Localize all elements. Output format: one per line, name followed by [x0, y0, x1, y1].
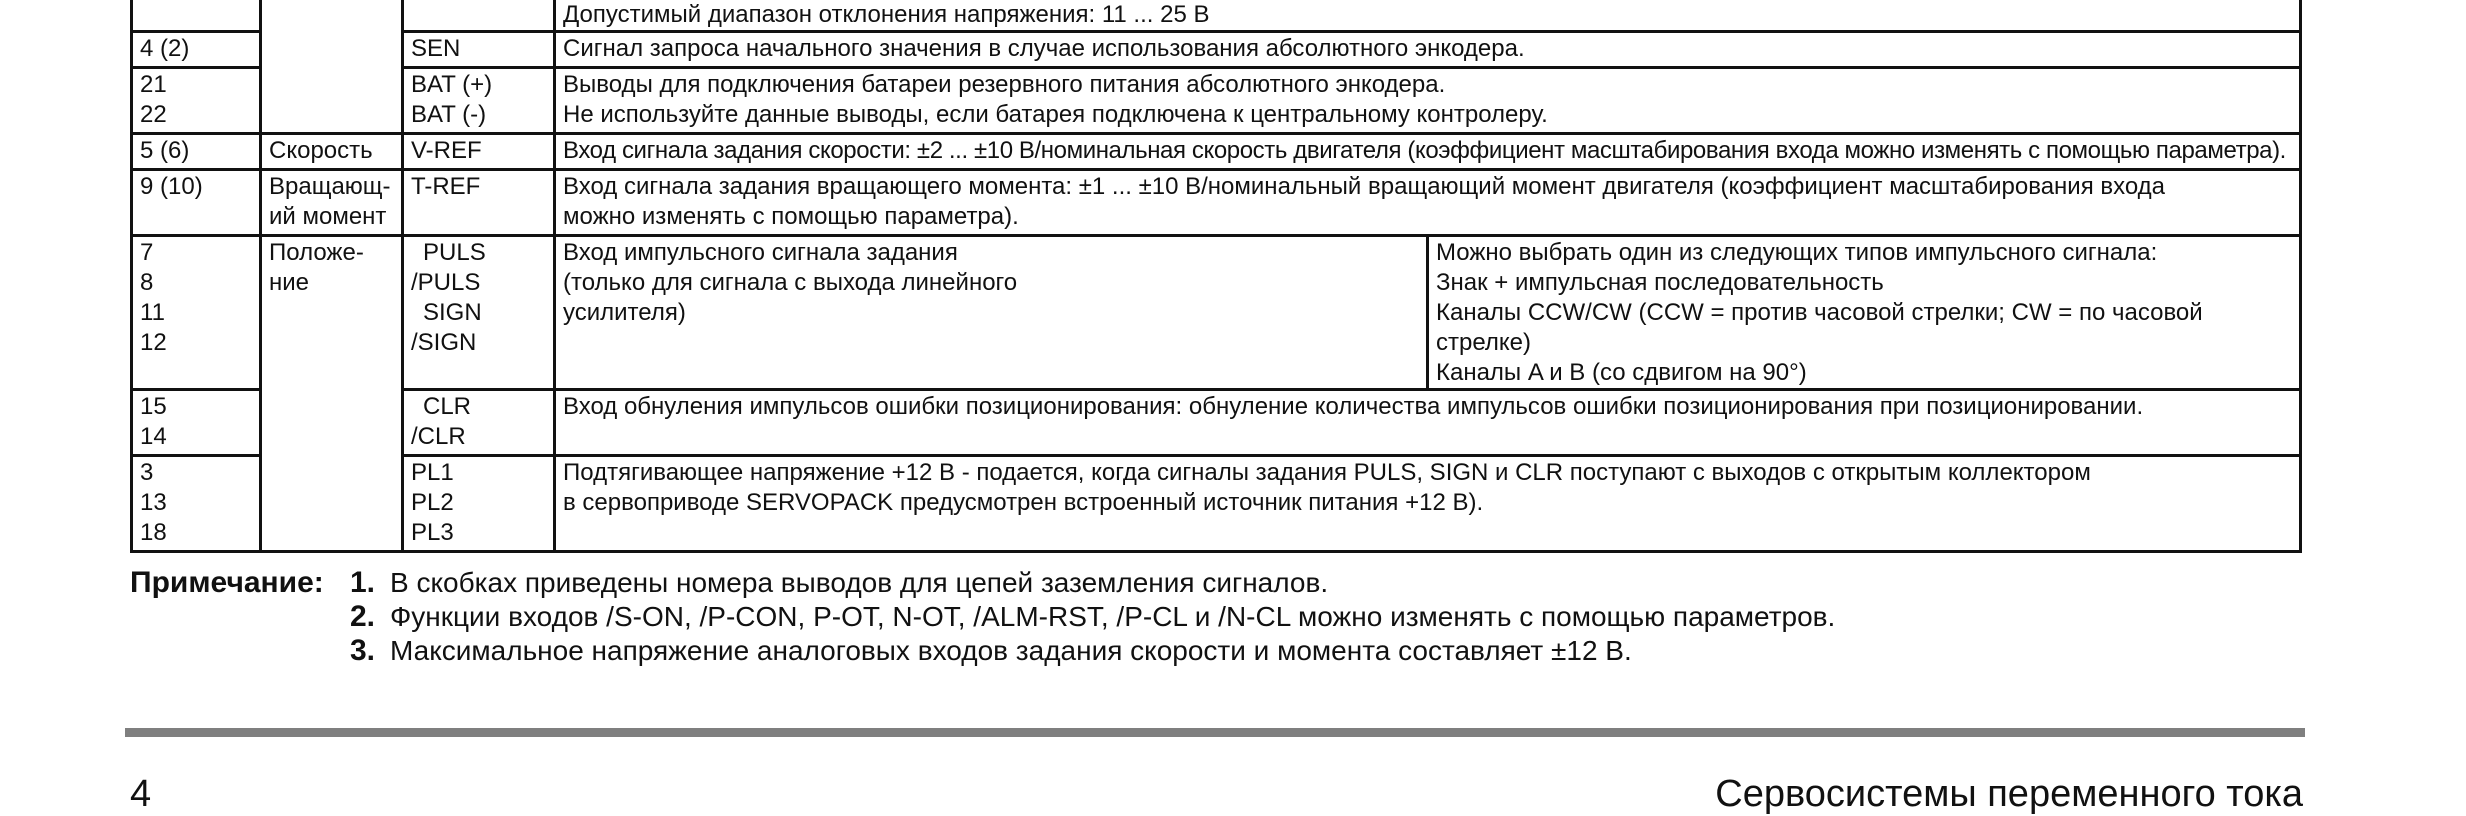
table-row	[132, 134, 2301, 170]
description-cell	[555, 390, 2301, 456]
pin-number: 3	[140, 459, 154, 486]
description-line: Вход сигнала задания вращающего момента: ±1 ... ±10 В/номинальный вращающий момент двигателя (коэффициент масштабирования входа	[563, 173, 2166, 200]
description-cell	[555, 68, 2301, 134]
description-cell	[555, 0, 2301, 32]
function-cell	[261, 134, 403, 170]
signal-name: /PULS	[411, 269, 481, 296]
table-row	[132, 390, 2301, 456]
signal-cell	[403, 0, 555, 32]
description-cell	[555, 456, 2301, 552]
description-line: Каналы A и B (со сдвигом на 90°)	[1436, 359, 1807, 386]
table-row	[132, 170, 2301, 236]
note-text: Функции входов /S-ON, /P-CON, P-OT, N-OT, /ALM-RST, /P-CL и /N-CL можно изменять с помощью параметров.	[390, 601, 1836, 632]
signal-spec-table	[130, 0, 2302, 553]
signal-cell	[403, 456, 555, 552]
page-number: 4	[130, 773, 152, 815]
pin-cell	[132, 68, 261, 134]
note-number: 2.	[350, 600, 376, 633]
table-row	[132, 0, 2301, 32]
pin-number: 4 (2)	[140, 35, 190, 62]
description-cell	[555, 170, 2301, 236]
signal-name: CLR	[423, 393, 472, 420]
pin-cell	[132, 0, 261, 32]
signal-name: BAT (+)	[411, 71, 493, 98]
signal-name: V-REF	[411, 137, 482, 164]
pin-cell	[132, 134, 261, 170]
note-item	[130, 600, 1835, 634]
description-line: Не используйте данные выводы, если батарея подключена к центральному контролеру.	[563, 101, 1548, 128]
footer-divider	[125, 728, 2305, 737]
signal-name: SEN	[411, 35, 461, 62]
description-cell	[555, 236, 1428, 390]
function-label: Положе-	[269, 239, 364, 266]
description-line: в сервоприводе SERVOPACK предусмотрен встроенный источник питания +12 В).	[563, 489, 1484, 516]
description-line: Вход обнуления импульсов ошибки позиционирования: обнуление количества импульсов ошибки позиционирования при позиционировании.	[563, 393, 2144, 420]
signal-cell	[403, 68, 555, 134]
table-row	[132, 236, 2301, 390]
note-item	[130, 566, 1835, 600]
pin-number: 15	[140, 393, 167, 420]
signal-name: SIGN	[423, 299, 482, 326]
function-label: Вращающ-	[269, 173, 391, 200]
table-row	[132, 456, 2301, 552]
notes-section	[130, 566, 1835, 668]
function-cell	[261, 170, 403, 236]
note-text: Максимальное напряжение аналоговых входов задания скорости и момента составляет ±12 В.	[390, 635, 1632, 666]
description-line: Знак + импульсная последовательность	[1436, 269, 1884, 296]
pulse-types-cell	[1428, 236, 2301, 390]
table-row	[132, 32, 2301, 68]
function-cell	[261, 0, 403, 134]
pin-number: 18	[140, 519, 167, 546]
pin-cell	[132, 456, 261, 552]
signal-name: BAT (-)	[411, 101, 487, 128]
description-line: Можно выбрать один из следующих типов импульсного сигнала:	[1436, 239, 2158, 266]
pin-number: 21	[140, 71, 167, 98]
pin-number: 5 (6)	[140, 137, 190, 164]
pin-number: 8	[140, 269, 154, 296]
signal-cell	[403, 236, 555, 390]
signal-name: T-REF	[411, 173, 481, 200]
pin-number: 14	[140, 423, 167, 450]
function-label: ий момент	[269, 203, 387, 230]
pin-cell	[132, 32, 261, 68]
description-line: (только для сигнала с выхода линейного	[563, 269, 1018, 296]
pin-number: 12	[140, 329, 167, 356]
pin-cell	[132, 170, 261, 236]
pin-number: 22	[140, 101, 167, 128]
description-line: можно изменять с помощью параметра).	[563, 203, 1019, 230]
note-item	[130, 634, 1835, 668]
description-cell	[555, 32, 2301, 68]
notes-heading: Примечание:	[130, 566, 324, 599]
function-label: ние	[269, 269, 310, 296]
pin-cell	[132, 390, 261, 456]
description-line: Допустимый диапазон отклонения напряжения: 11 ... 25 В	[563, 1, 1210, 28]
footer-title: Сервосистемы переменного тока	[1715, 773, 2303, 815]
signal-cell	[403, 170, 555, 236]
pin-number: 9 (10)	[140, 173, 203, 200]
description-line: Подтягивающее напряжение +12 В - подается, когда сигналы задания PULS, SIGN и CLR поступают с выходов с открытым коллектором	[563, 459, 2091, 486]
pin-number: 7	[140, 239, 154, 266]
signal-name: PL2	[411, 489, 454, 516]
description-line: Вход импульсного сигнала задания	[563, 239, 958, 266]
note-text: В скобках приведены номера выводов для цепей заземления сигналов.	[390, 567, 1329, 598]
description-line: Каналы CCW/CW (CCW = против часовой стрелки; CW = по часовой стрелке)	[1436, 299, 2203, 356]
description-line: Выводы для подключения батареи резервного питания абсолютного энкодера.	[563, 71, 1446, 98]
pin-number: 11	[140, 299, 165, 326]
description-line: Вход сигнала задания скорости: ±2 ... ±10 В/номинальная скорость двигателя (коэффициент масштабирования входа можно изменять с помощью параметра).	[563, 137, 2286, 164]
signal-cell	[403, 134, 555, 170]
pin-cell	[132, 236, 261, 390]
signal-name: PL3	[411, 519, 454, 546]
description-line: усилителя)	[563, 299, 686, 326]
signal-cell	[403, 390, 555, 456]
function-cell	[261, 236, 403, 552]
signal-name: /SIGN	[411, 329, 477, 356]
description-line: Сигнал запроса начального значения в случае использования абсолютного энкодера.	[563, 35, 1525, 62]
function-label: Скорость	[269, 137, 373, 164]
description-cell	[555, 134, 2301, 170]
signal-cell	[403, 32, 555, 68]
note-number: 3.	[350, 634, 376, 667]
note-number: 1.	[350, 566, 376, 599]
pin-number: 13	[140, 489, 167, 516]
signal-name: PL1	[411, 459, 454, 486]
table-row	[132, 68, 2301, 134]
signal-name: PULS	[423, 239, 486, 266]
signal-name: /CLR	[411, 423, 466, 450]
